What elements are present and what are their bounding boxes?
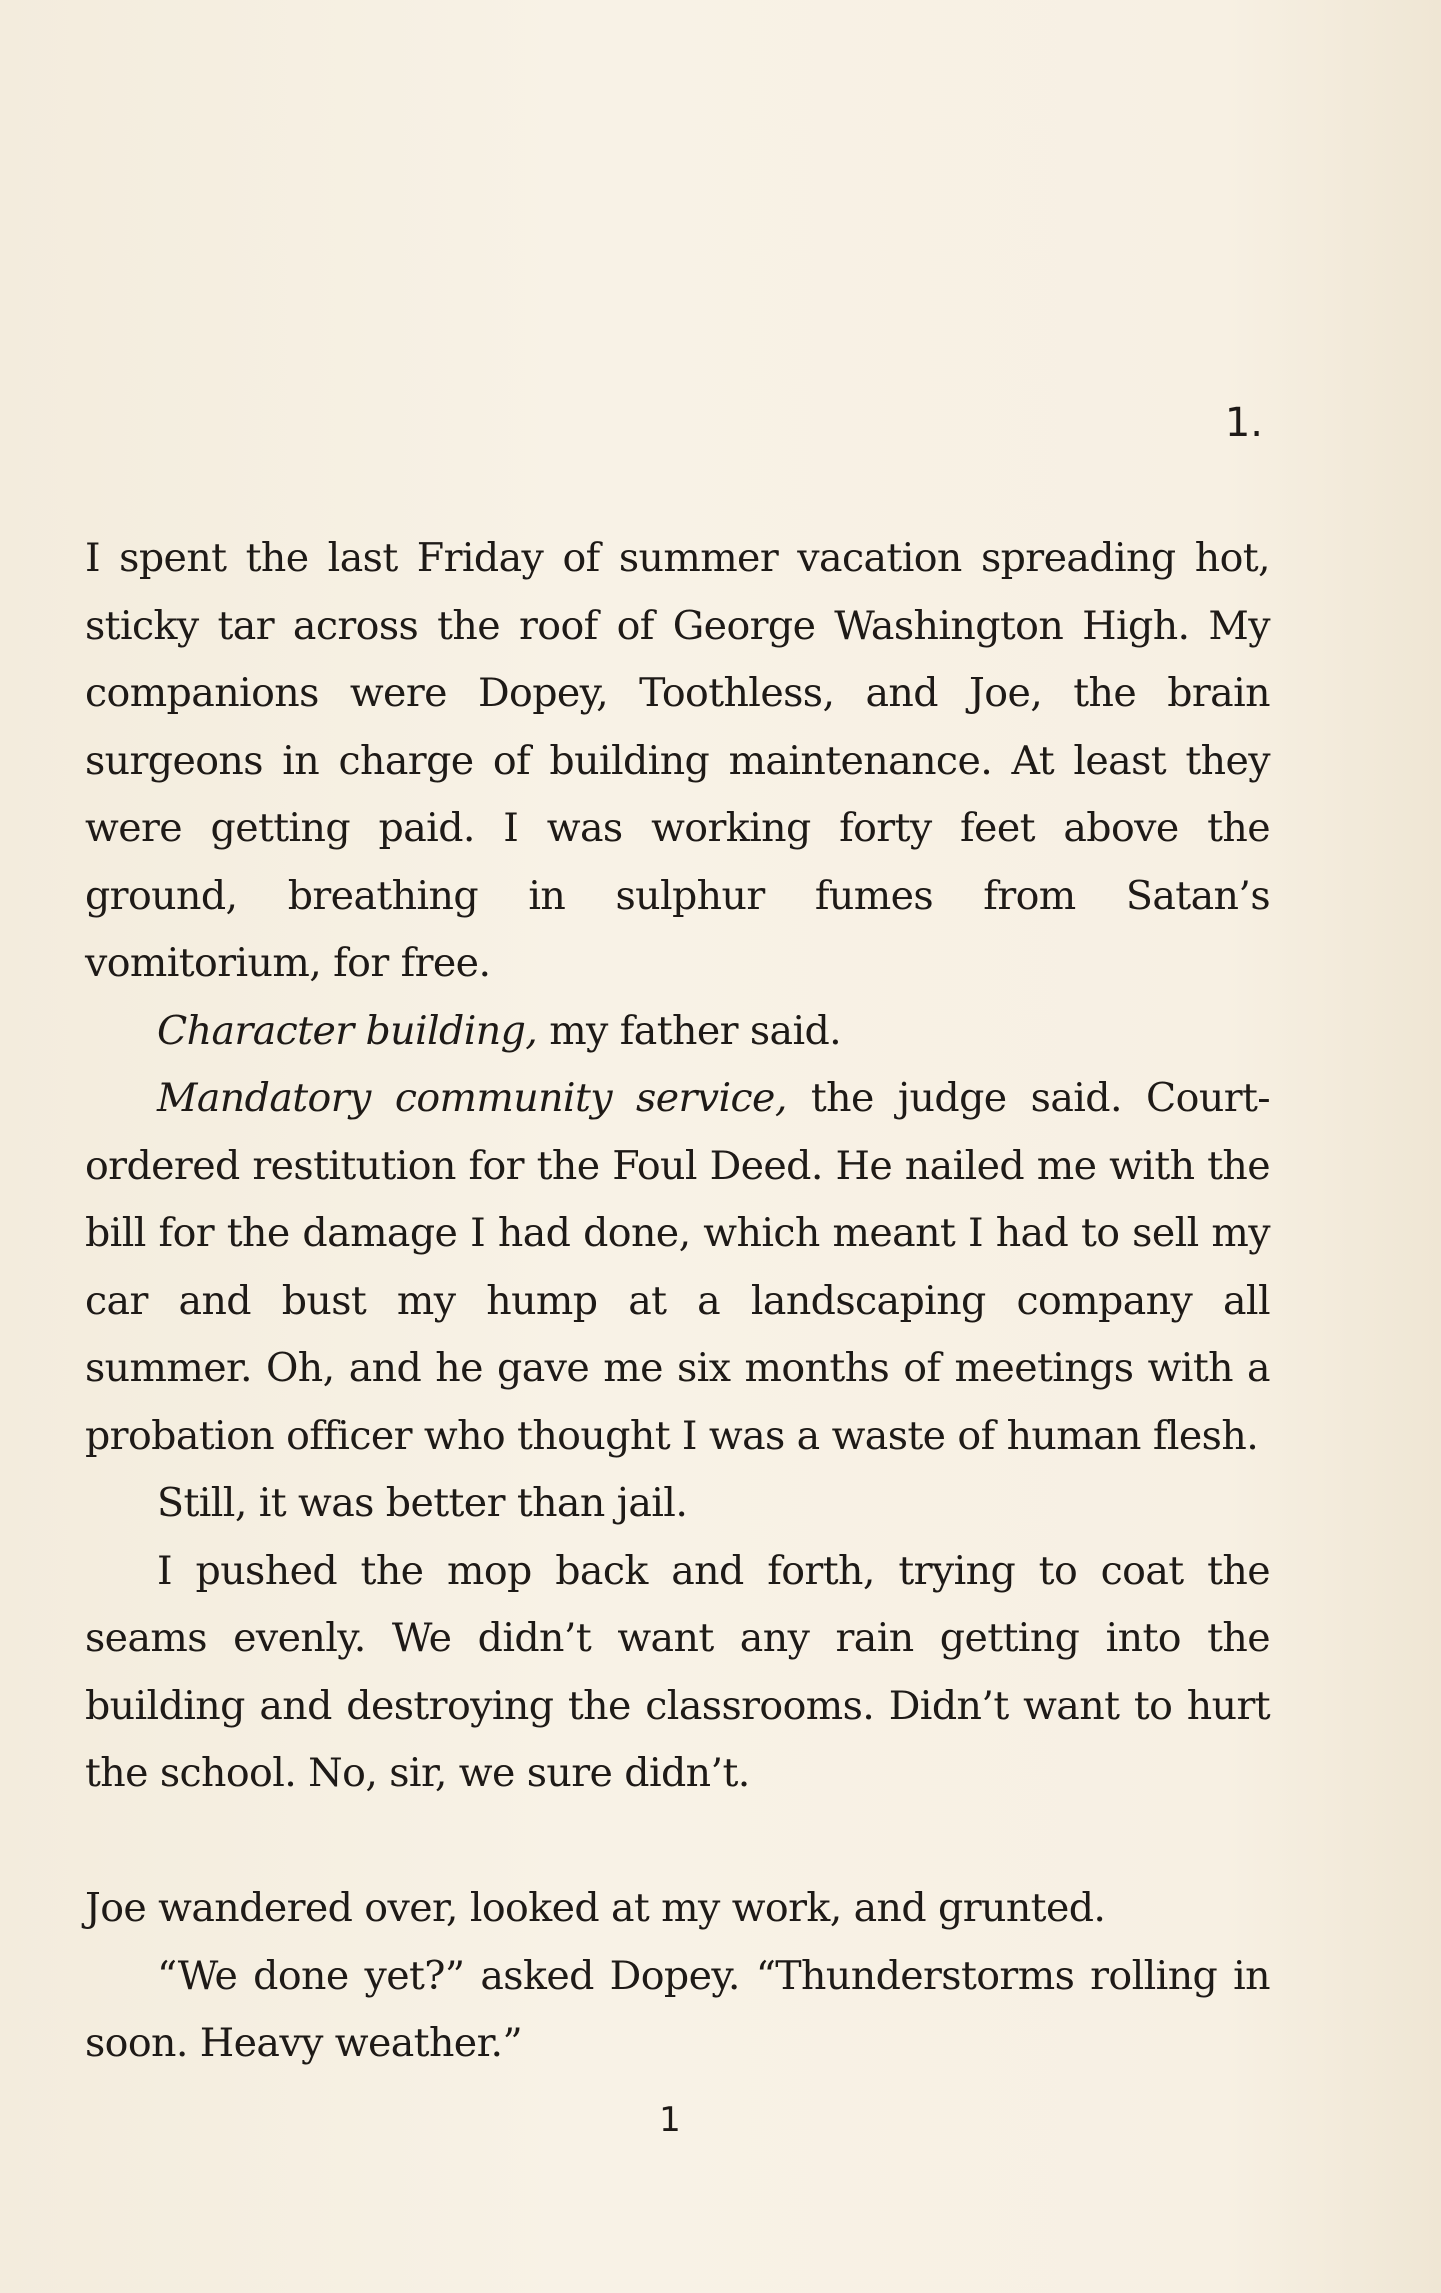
paragraph-3 <box>85 1065 1270 1470</box>
chapter-number: 1. <box>1224 400 1263 446</box>
paragraph-2-italic: Character building, <box>157 1007 538 1054</box>
page-number: 1 <box>659 2100 681 2140</box>
paragraph-5 <box>85 1538 1270 1808</box>
paragraph-3-italic: Mandatory community service, <box>157 1075 787 1121</box>
paragraph-6-text: Joe wandered over, looked at my work, and grunted. <box>85 1885 1106 1931</box>
paragraph-2 <box>85 998 1270 1066</box>
paragraph-4 <box>85 1470 1270 1538</box>
paragraph-7 <box>85 1943 1270 2078</box>
paragraph-5-text: I pushed the mop back and forth, trying to coat the seams evenly. We didn’t want any rain getting into the building and destroying the classrooms. Didn’t want to hurt the school. No, sir, we sure didn’t. <box>85 1547 1270 1796</box>
paragraph-4-text: Still, it was better than jail. <box>157 1480 688 1526</box>
paragraph-3-text: the judge said. Court-ordered restitution for the Foul Deed. He nailed me with the bill for the damage I had done, which meant I had to sell my car and bust my hump at a landscaping company all summer. Oh, and he gave me six months of meetings with a probation officer who thought I was a waste of human flesh. <box>85 1075 1270 1459</box>
paragraph-7-text: “We done yet?” asked Dopey. “Thunderstorms rolling in soon. Heavy weather.” <box>85 1952 1270 2066</box>
chapter-body <box>85 525 1270 2078</box>
paragraph-1-text: I spent the last Friday of summer vacation spreading hot, sticky tar across the roof of George Washington High. My companions were Dopey, Toothless, and Joe, the brain surgeons in charge of building maintenance. At least they were getting paid. I was working forty feet above the ground, breathing in sulphur fumes from Satan’s vomitorium, for free. <box>85 535 1270 986</box>
paragraph-2-text: my father said. <box>537 1007 842 1054</box>
paragraph-1 <box>85 525 1270 998</box>
paragraph-6 <box>85 1875 1270 1943</box>
